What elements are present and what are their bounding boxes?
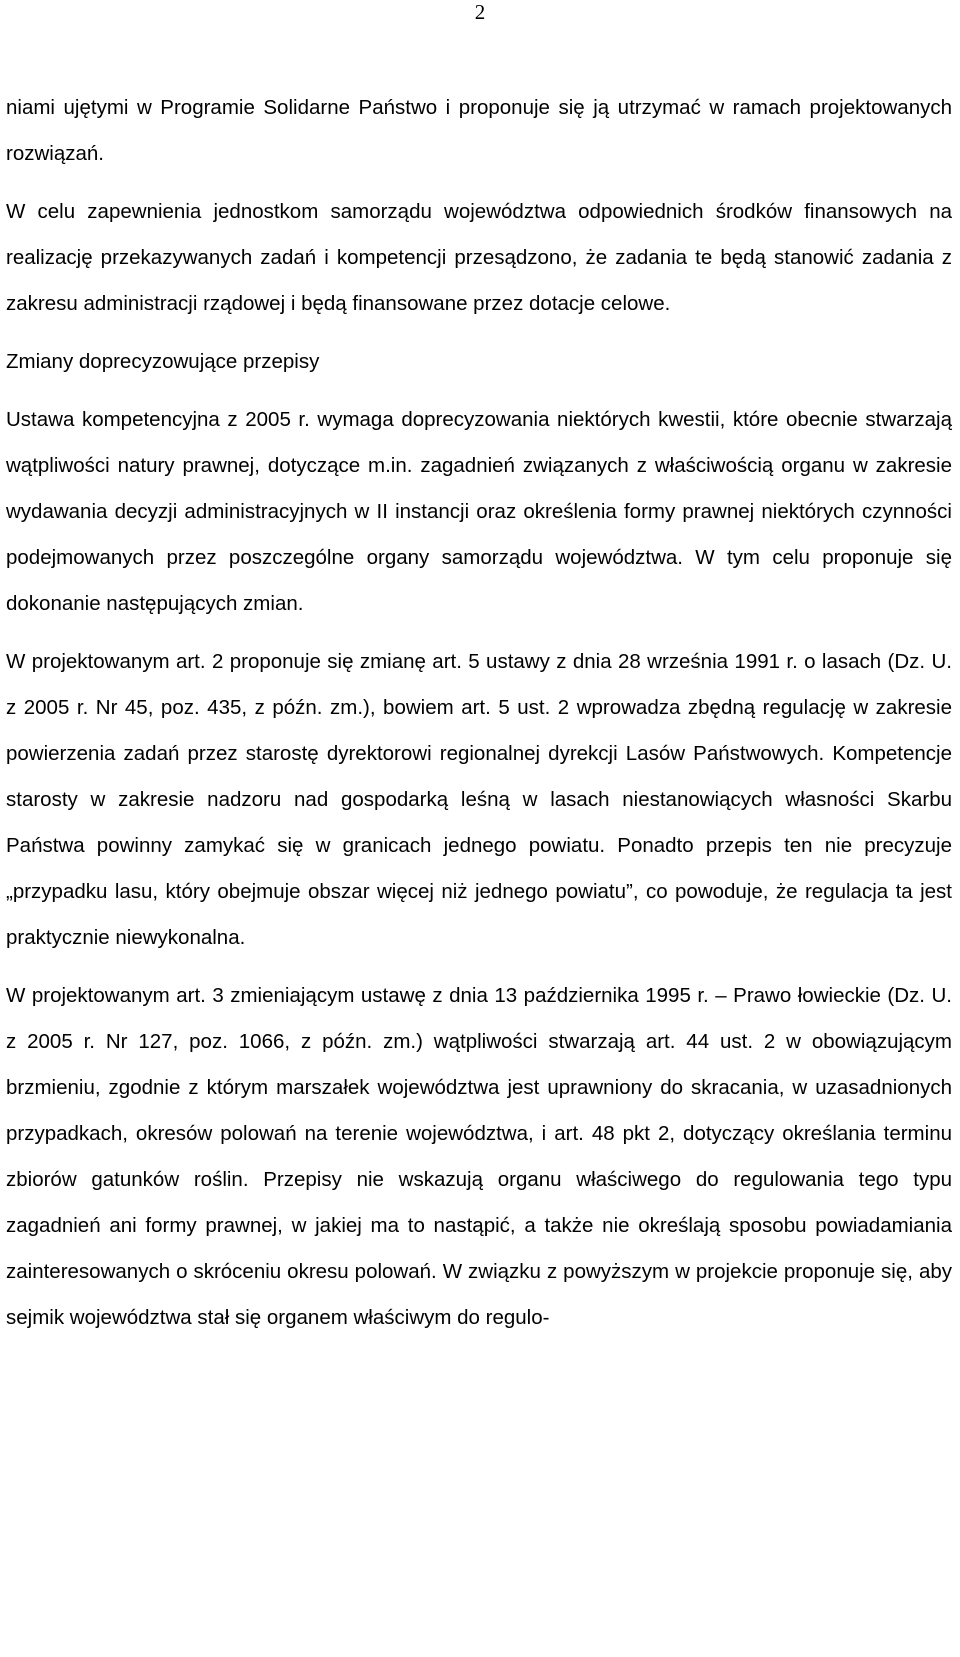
paragraph-hunting-law: W projektowanym art. 3 zmieniającym ustawę z dnia 13 października 1995 r. – Prawo łowieckie (Dz. U. z 2005 r. Nr 127, poz. 1066, z późn. zm.) wątpliwości stwarzają art. 44 ust. 2 w obowiązującym brzmieniu, zgodnie z którym marszałek województwa jest uprawniony do skracania, w uzasadnionych przypadkach, okresów polowań na terenie województwa, i art. 48 pkt 2, dotyczący określania terminu zbiorów gatunków roślin. Przepisy nie wskazują organu właściwego do regulowania tego typu zagadnień ani formy prawnej, w jakiej ma to nastąpić, a także nie określają sposobu powiadamiania zainteresowanych o skróceniu okresu polowań. W związku z powyższym w projekcie proponuje się, aby sejmik województwa stał się organem właściwym do regulo- [6, 984, 952, 1329]
section-heading: Zmiany doprecyzowujące przepisy [6, 350, 320, 373]
paragraph-competence-act: Ustawa kompetencyjna z 2005 r. wymaga doprecyzowania niektórych kwestii, które obecnie stwarzają wątpliwości natury prawnej, dotyczące m.in. zagadnień związanych z właściwością organu w zakresie wydawania decyzji administracyjnych w II instancji oraz określenia formy prawnej niektórych czynności podejmowanych przez poszczególne organy samorządu województwa. W tym celu proponuje się dokonanie następujących zmian. [6, 408, 952, 615]
page-number: 2 [474, 0, 486, 24]
paragraph-forests-act: W projektowanym art. 2 proponuje się zmianę art. 5 ustawy z dnia 28 września 1991 r. o lasach (Dz. U. z 2005 r. Nr 45, poz. 435, z późn. zm.), bowiem art. 5 ust. 2 wprowadza zbędną regulację w zakresie powierzenia zadań przez starostę dyrektorowi regionalnej dyrekcji Lasów Państwowych. Kompetencje starosty w zakresie nadzoru nad gospodarką leśną w lasach niestanowiących własności Skarbu Państwa powinny zamykać się w granicach jednego powiatu. Ponadto przepis ten nie precyzuje „przypadku lasu, który obejmuje obszar więcej niż jednego powiatu”, co powoduje, że regulacja ta jest praktycznie niewykonalna. [6, 650, 952, 949]
paragraph-funding: W celu zapewnienia jednostkom samorządu województwa odpowiednich środków finansowych na realizację przekazywanych zadań i kompetencji przesądzono, że zadania te będą stanowić zadania z zakresu administracji rządowej i będą finansowane przez dotacje celowe. [6, 200, 952, 315]
paragraph-continuation: niami ujętymi w Programie Solidarne Państwo i proponuje się ją utrzymać w ramach projektowanych rozwiązań. [6, 96, 952, 165]
document-body [6, 85, 952, 1341]
